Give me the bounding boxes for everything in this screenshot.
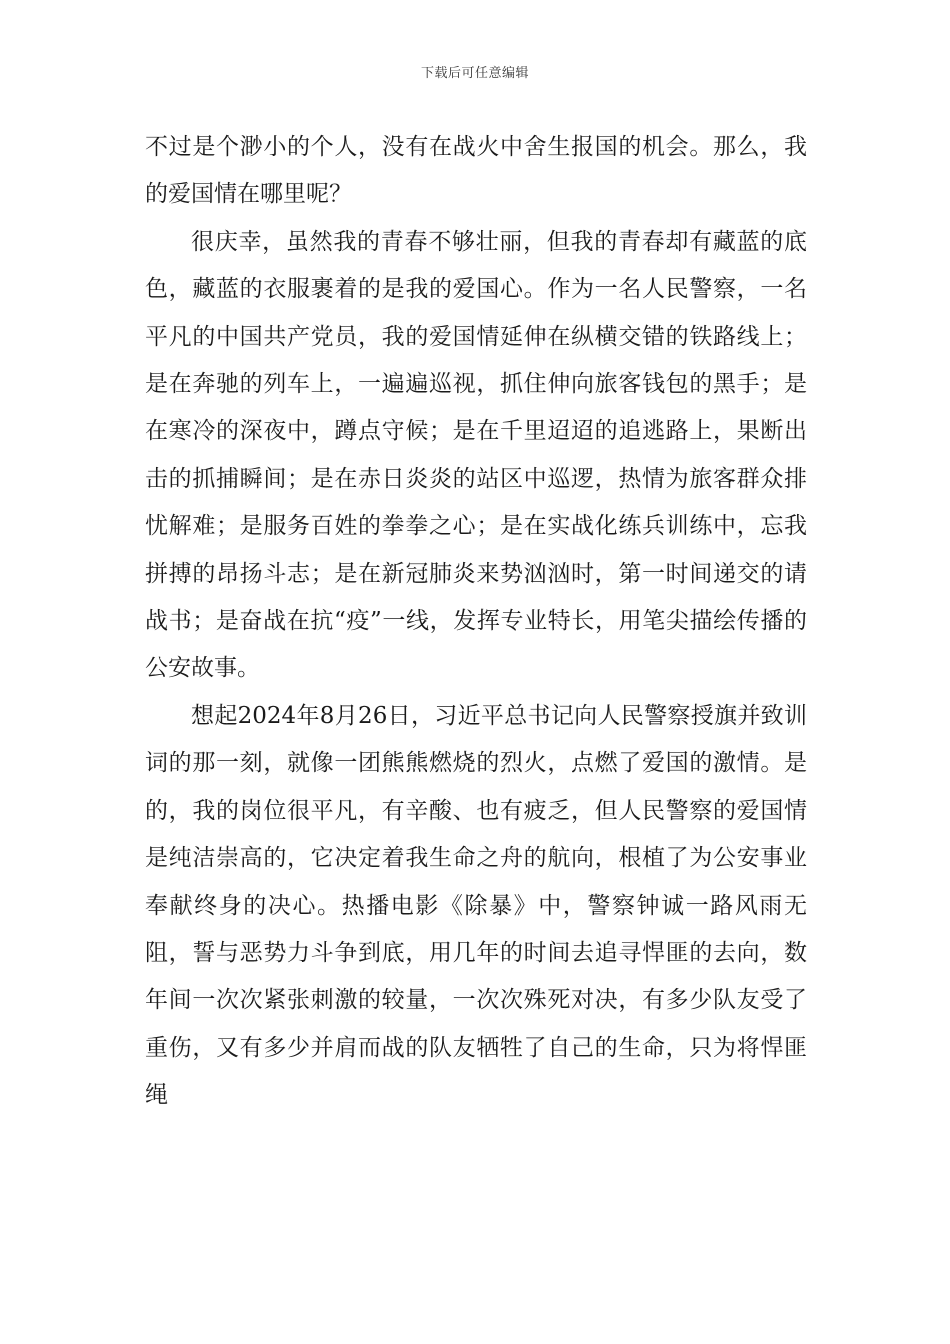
paragraph: 想起2024年8月26日，习近平总书记向人民警察授旗并致训词的那一刻，就像一团熊熊燃烧的烈火，点燃了爱国的激情。是的，我的岗位很平凡，有辛酸、也有疲乏，但人民警察的爱国情是纯洁崇高的，它决定着我生命之舟的航向，根植了为公安事业奉献终身的决心。热播电影《除暴》中，警察钟诚一路风雨无阻，誓与恶势力斗争到底，用几年的时间去追寻悍匪的去向，数年间一次次紧张刺激的较量，一次次殊死对决，有多少队友受了重伤，又有多少并肩而战的队友牺牲了自己的生命，只为将悍匪绳 bbox=[145, 702, 807, 1109]
document-body bbox=[145, 124, 807, 1120]
paragraph: 不过是个渺小的个人，没有在战火中舍生报国的机会。那么，我的爱国情在哪里呢？ bbox=[145, 134, 807, 208]
page-header: 下载后可任意编辑 bbox=[420, 66, 529, 81]
paragraph: 很庆幸，虽然我的青春不够壮丽，但我的青春却有藏蓝的底色，藏蓝的衣服裹着的是我的爱国心。作为一名人民警察，一名平凡的中国共产党员，我的爱国情延伸在纵横交错的铁路线上；是在奔驰的列车上，一遍遍巡视，抓住伸向旅客钱包的黑手；是在寒冷的深夜中，蹲点守候；是在千里迢迢的追逃路上，果断出击的抓捕瞬间；是在赤日炎炎的站区中巡逻，热情为旅客群众排忧解难；是服务百姓的拳拳之心；是在实战化练兵训练中，忘我拼搏的昂扬斗志；是在新冠肺炎来势汹汹时，第一时间递交的请战书；是奋战在抗“疫”一线，发挥专业特长，用笔尖描绘传播的公安故事。 bbox=[145, 228, 807, 682]
